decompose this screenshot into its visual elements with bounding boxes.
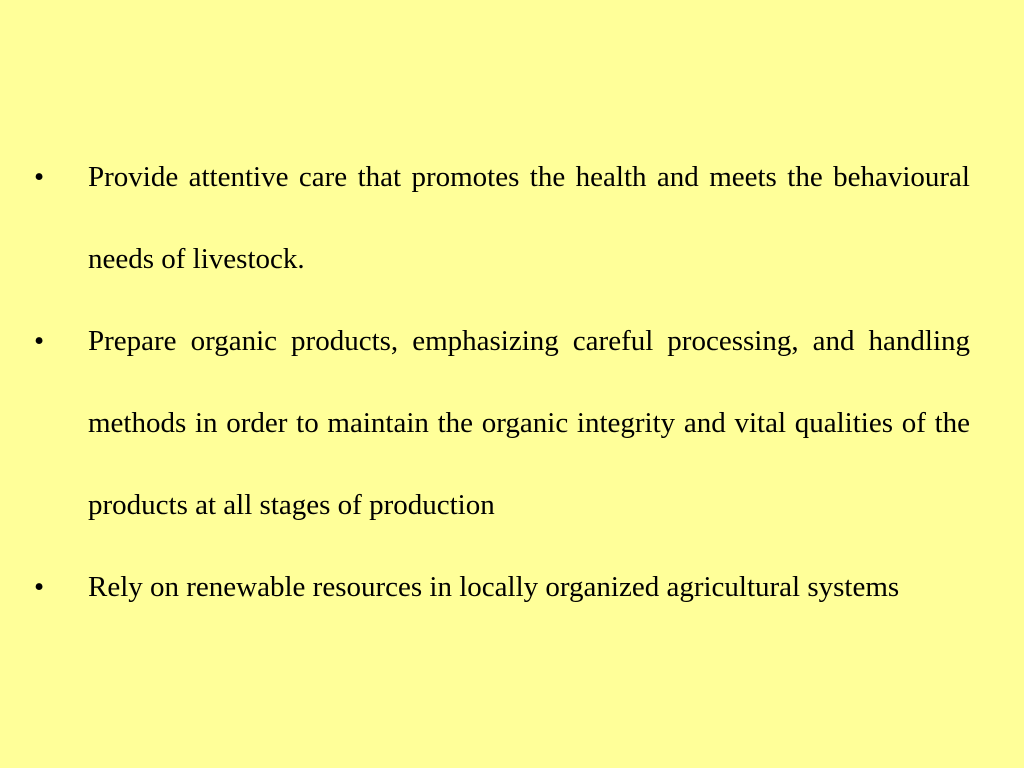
- bullet-item-renewable-resources: [34, 546, 970, 628]
- bullet-text-organic-products: Prepare organic products, emphasizing careful processing, and handling methods in order to maintain the organic integrity and vital qualities of the products at all stages of production: [88, 325, 970, 521]
- bullet-text-renewable-resources: Rely on renewable resources in locally organized agricultural systems: [88, 571, 900, 603]
- bullet-point-icon: •: [34, 161, 45, 193]
- bullet-point-icon: •: [34, 571, 45, 603]
- bullet-list: [34, 136, 970, 628]
- bullet-item-organic-products: [34, 300, 970, 546]
- bullet-item-livestock-care: [34, 136, 970, 300]
- bullet-point-icon: •: [34, 325, 45, 357]
- bullet-text-livestock-care: Provide attentive care that promotes the health and meets the behavioural needs of livestock.: [88, 161, 970, 275]
